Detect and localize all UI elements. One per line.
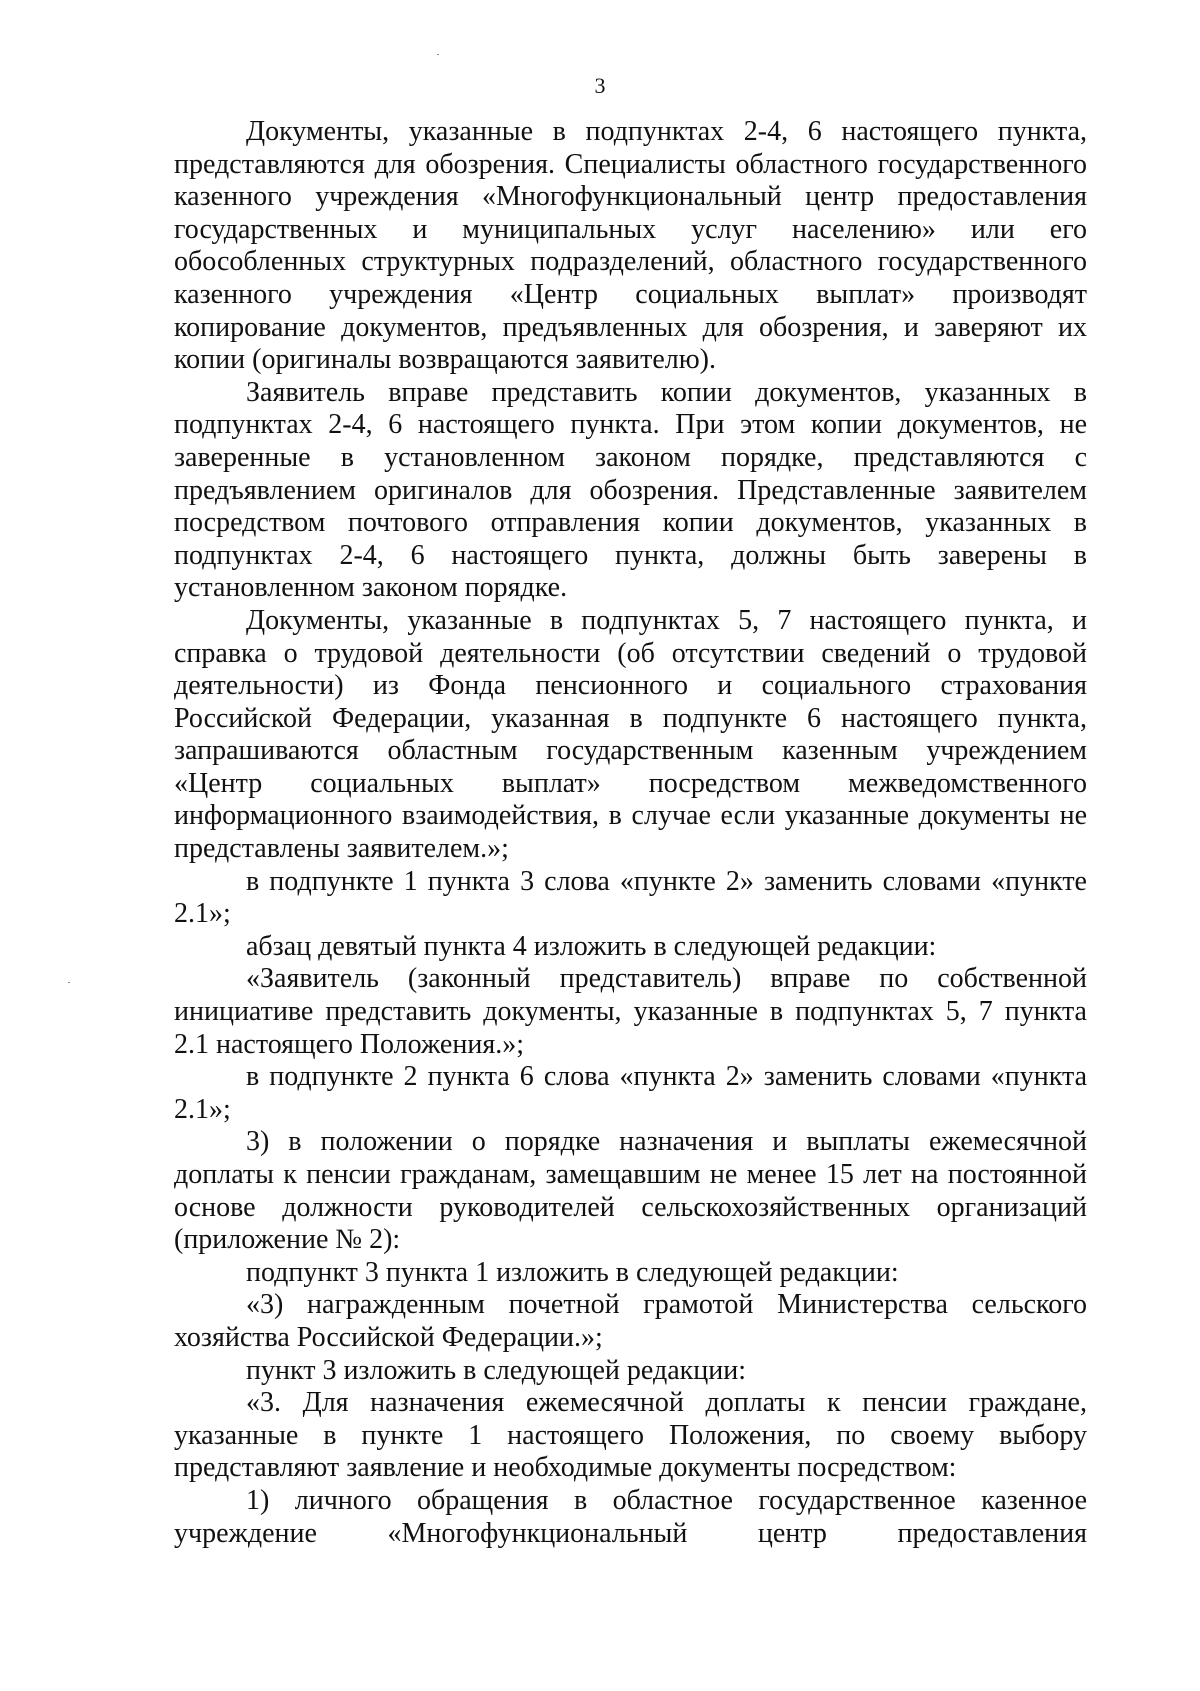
paragraph-subitem-3-text: «3) награжденным почетной грамотой Министерства сельского хозяйства Российской Федерации.»; (174, 1289, 1087, 1353)
paragraph-item-3-text: «3. Для назначения ежемесячной доплаты к пенсии граждане, указанные в пункте 1 настоящего Положения, по своему выбору представляют заявление и необходимые документы посредством: (174, 1387, 1087, 1484)
document-body (174, 116, 1087, 1550)
paragraph-item-3-intro: пункт 3 изложить в следующей редакции: (246, 1354, 746, 1386)
paragraph-applicant-copies: Заявитель вправе представить копии документов, указанных в подпунктах 2-4, 6 настоящего пункта. При этом копии документов, не заверенные в установленном законом порядке, представляются с предъявлением оригиналов для обозрения. Представленные заявителем посредством почтового отправления копии документов, указанных в подпунктах 2-4, 6 настоящего пункта, должны быть заверены в установленном законом порядке. (174, 376, 1087, 604)
paragraph-amend-item-4-text: «Заявитель (законный представитель) вправе по собственной инициативе представить документы, указанные в подпунктах 5, 7 пункта 2.1 настоящего Положения.»; (174, 963, 1087, 1060)
scan-speck (68, 982, 70, 983)
paragraph-subitem-3-intro: подпункт 3 пункта 1 изложить в следующей редакции: (246, 1256, 899, 1288)
paragraph-documents-for-review: Документы, указанные в подпунктах 2-4, 6 настоящего пункта, представляются для обозрения. Специалисты областного государственного казенного учреждения «Многофункциональный центр предоставления государственных и муниципальных услуг населению» или его обособленных структурных подразделений, областного государственного казенного учреждения «Центр социальных выплат» производят копирование документов, предъявленных для обозрения, и заверяют их копии (оригиналы возвращаются заявителю). (174, 116, 1087, 376)
paragraph-amend-item-3: в подпункте 1 пункта 3 слова «пункте 2» заменить словами «пункте 2.1»; (174, 865, 1087, 930)
paragraph-amend-item-6: в подпункте 2 пункта 6 слова «пункта 2» заменить словами «пункта 2.1»; (174, 1061, 1087, 1125)
scan-speck (437, 54, 439, 55)
paragraph-amend-item-4-intro: абзац девятый пункта 4 изложить в следующей редакции: (246, 930, 937, 962)
paragraph-personal-appeal: 1) личного обращения в областное государственное казенное учреждение «Многофункциональный центр предоставления (174, 1484, 1087, 1549)
paragraph-interagency-requests: Документы, указанные в подпунктах 5, 7 настоящего пункта, и справка о трудовой деятельности (об отсутствии сведений о трудовой деятельности) из Фонда пенсионного и социального страхования Российской Федерации, указанная в подпункте 6 настоящего пункта, запрашиваются областным государственным казенным учреждением «Центр социальных выплат» посредством межведомственного информационного взаимодействия, в случае если указанные документы не представлены заявителем.»; (174, 604, 1087, 865)
page-number: 3 (594, 73, 606, 98)
paragraph-appendix-2-heading: 3) в положении о порядке назначения и выплаты ежемесячной доплаты к пенсии гражданам, замещавшим не менее 15 лет на постоянной основе должности руководителей сельскохозяйственных организаций (приложение № 2): (174, 1126, 1087, 1256)
